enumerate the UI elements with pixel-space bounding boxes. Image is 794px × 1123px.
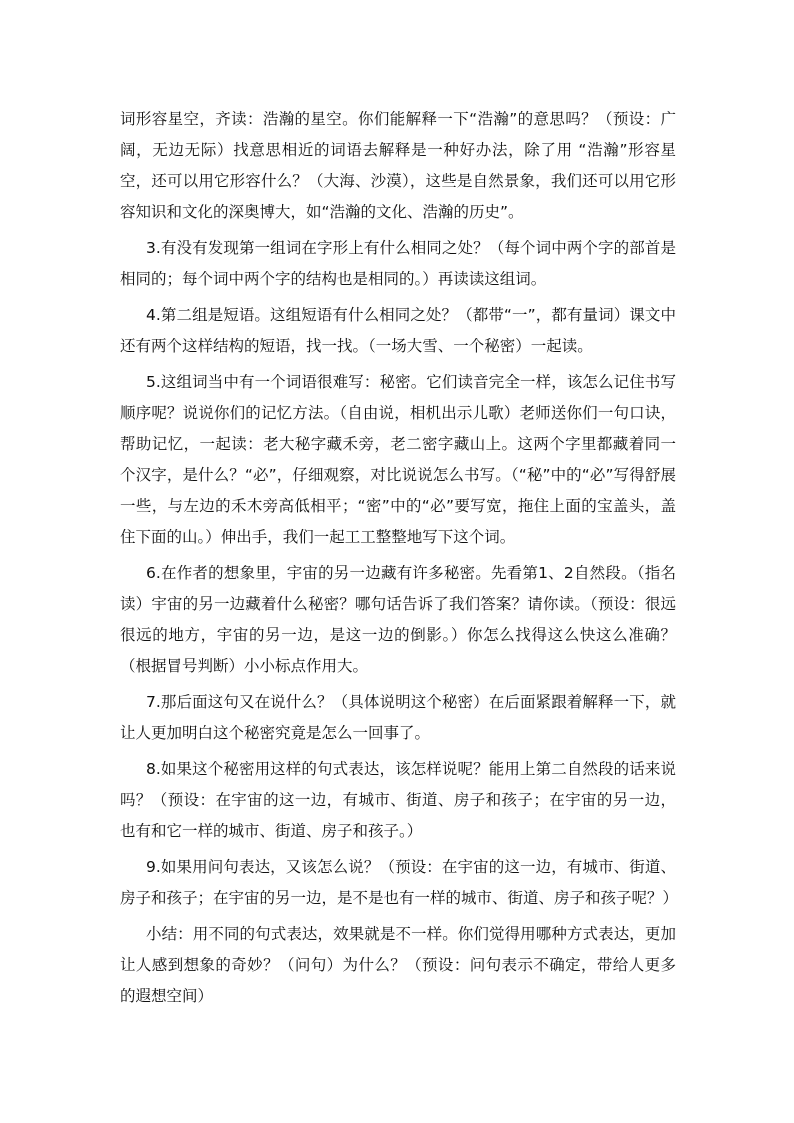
paragraph-item-6: 6.在作者的想象里，宇宙的另一边藏有许多秘密。先看第1、2自然段。（指名读）宇宙的另一边藏着什么秘密？哪句话告诉了我们答案？请你读。（预设：很远很远的地方，宇宙的另一边，是这一边的倒影。）你怎么找得这么快这么准确？（根据冒号判断）小小标点作用大。 bbox=[120, 564, 676, 675]
document-body bbox=[120, 104, 679, 1017]
paragraph-item-3: 3.有没有发现第一组词在字形上有什么相同之处？（每个词中两个字的部首是相同的；每个词中两个字的结构也是相同的。）再读读这组词。 bbox=[120, 239, 676, 288]
paragraph-continuation: 词形容星空，齐读：浩瀚的星空。你们能解释一下“浩瀚”的意思吗？（预设：广阔，无边无际）找意思相近的词语去解释是一种好办法，除了用 “浩瀚”形容星空，还可以用它形容什么？（大海、沙漠），这些是自然景象，我们还可以用它形容知识和文化的深奥博大，如“浩瀚的文化、浩瀚的历史”。 bbox=[120, 110, 676, 221]
paragraph-item-7: 7.那后面这句又在说什么？（具体说明这个秘密）在后面紧跟着解释一下，就让人更加明白这个秘密究竟是怎么一回事了。 bbox=[120, 693, 676, 742]
paragraph-item-8: 8.如果这个秘密用这样的句式表达，该怎样说呢？能用上第二自然段的话来说吗？（预设：在宇宙的这一边，有城市、街道、房子和孩子；在宇宙的另一边，也有和它一样的城市、街道、房子和孩子。） bbox=[120, 760, 676, 840]
paragraph-item-4: 4.第二组是短语。这组短语有什么相同之处？（都带“一”，都有量词）课文中还有两个这样结构的短语，找一找。（一场大雪、一个秘密）一起读。 bbox=[120, 306, 676, 355]
paragraph-summary: 小结：用不同的句式表达，效果就是不一样。你们觉得用哪种方式表达，更加让人感到想象的奇妙？（问句）为什么？（预设：问句表示不确定，带给人更多的遐想空间） bbox=[120, 925, 676, 1005]
paragraph-item-5: 5.这组词当中有一个词语很难写：秘密。它们读音完全一样，该怎么记住书写顺序呢？说说你们的记忆方法。（自由说，相机出示儿歌）老师送你们一句口诀，帮助记忆，一起读：老大秘字藏禾旁，老二密字藏山上。这两个字里都藏着同一个汉字，是什么？“必”，仔细观察，对比说说怎么书写。（“秘”中的“必”写得舒展一些，与左边的禾木旁高低相平；“密”中的“必”要写宽，拖住上面的宝盖头，盖住下面的山。）伸出手，我们一起工工整整地写下这个词。 bbox=[120, 373, 676, 546]
paragraph-item-9: 9.如果用问句表达，又该怎么说？（预设：在宇宙的这一边，有城市、街道、房子和孩子；在宇宙的另一边，是不是也有一样的城市、街道、房子和孩子呢？） bbox=[120, 858, 679, 907]
